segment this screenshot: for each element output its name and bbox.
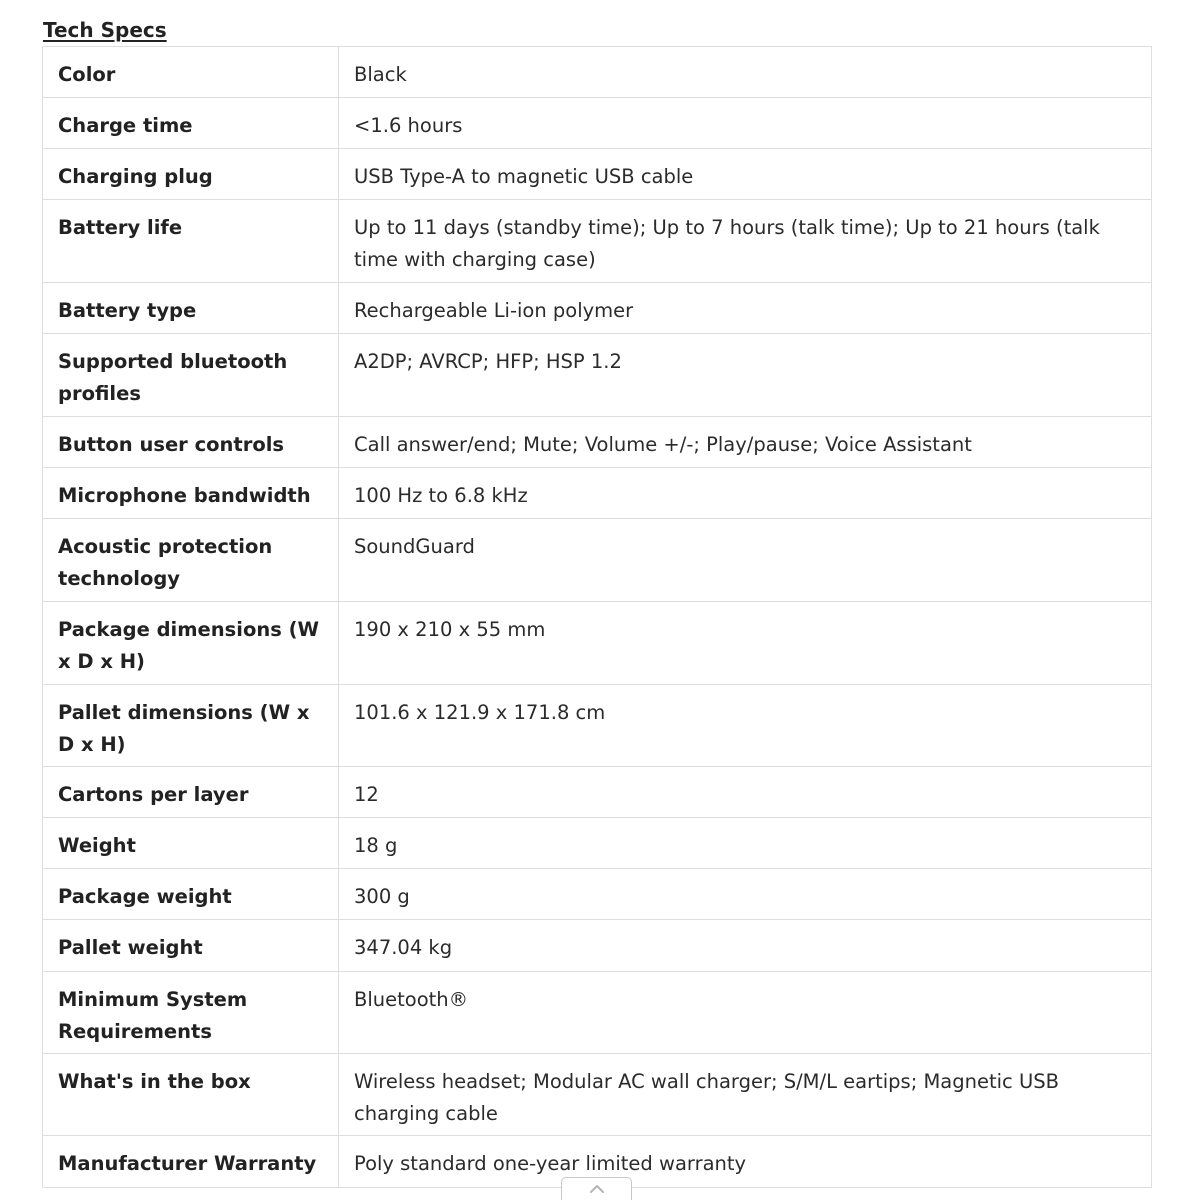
spec-label: Microphone bandwidth (43, 468, 339, 519)
spec-row (43, 920, 1152, 972)
spec-label: Button user controls (43, 417, 339, 468)
spec-row (43, 468, 1152, 519)
spec-row (43, 417, 1152, 468)
spec-row (43, 818, 1152, 869)
spec-value: Wireless headset; Modular AC wall charger; S/M/L eartips; Magnetic USB charging cable (339, 1054, 1152, 1136)
spec-value: Up to 11 days (standby time); Up to 7 hours (talk time); Up to 21 hours (talk time with charging case) (339, 200, 1152, 283)
spec-label: Cartons per layer (43, 767, 339, 818)
spec-row (43, 200, 1152, 283)
spec-value: A2DP; AVRCP; HFP; HSP 1.2 (339, 334, 1152, 417)
spec-label: Supported bluetooth profiles (43, 334, 339, 417)
spec-value: 18 g (339, 818, 1152, 869)
chevron-up-icon (589, 1184, 605, 1194)
spec-label: Weight (43, 818, 339, 869)
spec-row (43, 283, 1152, 334)
spec-value: Black (339, 47, 1152, 98)
spec-label: Pallet weight (43, 920, 339, 972)
spec-value: 100 Hz to 6.8 kHz (339, 468, 1152, 519)
spec-row (43, 869, 1152, 920)
spec-value: Rechargeable Li-ion polymer (339, 283, 1152, 334)
spec-label: Color (43, 47, 339, 98)
spec-row (43, 972, 1152, 1054)
spec-label: Pallet dimensions (W x D x H) (43, 685, 339, 767)
spec-row (43, 685, 1152, 767)
spec-label: Package weight (43, 869, 339, 920)
spec-row (43, 602, 1152, 685)
spec-label: Charge time (43, 98, 339, 149)
spec-label: Acoustic protection technology (43, 519, 339, 602)
spec-row (43, 98, 1152, 149)
spec-value: Bluetooth® (339, 972, 1152, 1054)
specs-table-body (43, 47, 1152, 1188)
scroll-to-top-button[interactable] (561, 1177, 632, 1200)
spec-row (43, 767, 1152, 818)
specs-table (42, 46, 1152, 1188)
spec-value: 300 g (339, 869, 1152, 920)
spec-label: Minimum System Requirements (43, 972, 339, 1054)
spec-value: SoundGuard (339, 519, 1152, 602)
spec-label: Battery type (43, 283, 339, 334)
spec-row (43, 1054, 1152, 1136)
spec-value: USB Type-A to magnetic USB cable (339, 149, 1152, 200)
spec-label: Battery life (43, 200, 339, 283)
section-title: Tech Specs (43, 18, 167, 42)
spec-value: <1.6 hours (339, 98, 1152, 149)
spec-value: Poly standard one-year limited warranty (339, 1136, 1152, 1188)
spec-row (43, 47, 1152, 98)
spec-value: 347.04 kg (339, 920, 1152, 972)
spec-row (43, 334, 1152, 417)
spec-row (43, 149, 1152, 200)
spec-label: What's in the box (43, 1054, 339, 1136)
spec-label: Charging plug (43, 149, 339, 200)
spec-row (43, 519, 1152, 602)
spec-value: 190 x 210 x 55 mm (339, 602, 1152, 685)
spec-label: Package dimensions (W x D x H) (43, 602, 339, 685)
spec-value: 12 (339, 767, 1152, 818)
spec-value: Call answer/end; Mute; Volume +/-; Play/pause; Voice Assistant (339, 417, 1152, 468)
spec-value: 101.6 x 121.9 x 171.8 cm (339, 685, 1152, 767)
spec-label: Manufacturer Warranty (43, 1136, 339, 1188)
